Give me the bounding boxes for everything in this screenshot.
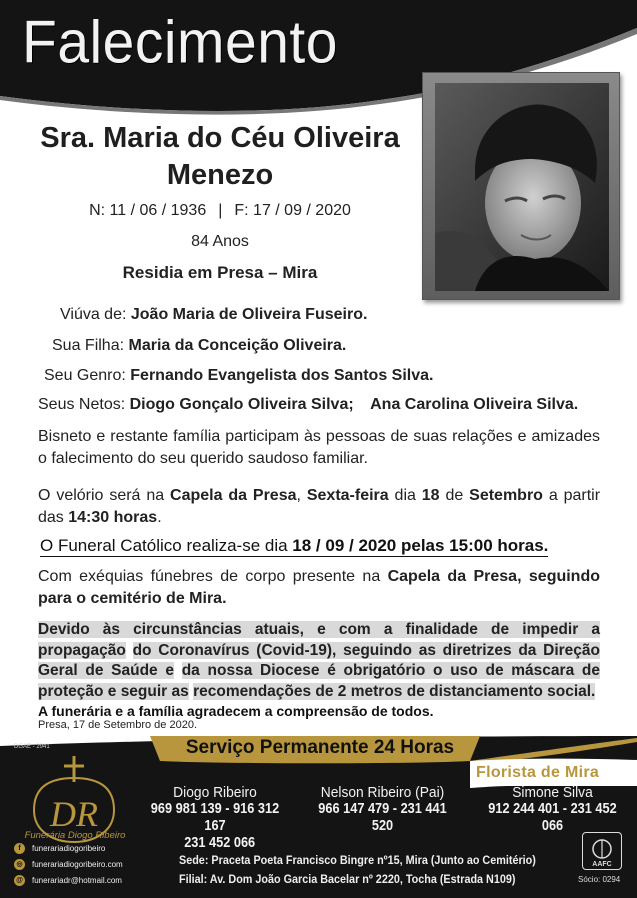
facebook-icon: f	[14, 843, 25, 854]
email-icon: @	[14, 875, 25, 886]
relative-son-in-law	[44, 367, 433, 385]
relative-value: João Maria de Oliveira Fuseiro.	[130, 306, 368, 323]
page-title: Falecimento	[22, 9, 338, 77]
portrait-photo	[435, 83, 609, 291]
social-instagram[interactable]	[14, 859, 123, 870]
instagram-icon: ◎	[14, 859, 25, 870]
relative-label: Sua Filha:	[52, 337, 125, 354]
relative-value: Diogo Gonçalo Oliveira Silva;	[129, 396, 354, 413]
family-text: Bisneto e restante família participam às pessoas de suas relações e amizades o falecimento do seu querido saudoso familiar.	[38, 428, 600, 467]
wake-t5: a partir das	[38, 487, 601, 526]
service-banner: Serviço Permanente 24 Horas	[185, 737, 455, 758]
wake-date: 18	[421, 487, 440, 504]
birth-date: N: 11 / 06 / 1936	[89, 202, 207, 219]
social-text: funerariadiogoribeiro.com	[32, 860, 123, 869]
notice-line4: recomendações de 2 metros de distanciamento social.	[193, 682, 596, 700]
address-sede: Sede: Praceta Poeta Francisco Bingre nº15, Mira (Junto ao Cemitério)	[179, 853, 536, 867]
address-filial: Filial: Av. Dom João Garcia Bacelar nº 2220, Tocha (Estrada N109)	[179, 872, 516, 886]
contact-nelson	[300, 784, 465, 835]
portrait-frame	[422, 72, 620, 300]
exequias-t1: Com exéquias fúnebres de corpo presente na	[38, 568, 388, 585]
relative-label: Seu Genro:	[44, 367, 126, 384]
wake-place: Capela da Presa	[170, 487, 297, 504]
notice-line3: da nossa Diocese é obrigatório o uso de máscara de proteção e seguir as	[38, 662, 600, 700]
deceased-name-line2: Menezo	[166, 159, 274, 191]
contact-phone[interactable]: 912 244 401 - 231 452 066	[488, 801, 617, 834]
contact-diogo	[140, 784, 290, 852]
deceased-name	[30, 120, 410, 194]
contact-phone-2[interactable]: 231 452 066	[184, 835, 256, 851]
relative-label: Viúva de:	[60, 306, 127, 323]
wake-time: 14:30 horas	[68, 509, 158, 526]
wake-t1: O velório será na	[38, 487, 171, 504]
wake-t4: de	[439, 487, 470, 504]
relative-value: Fernando Evangelista dos Santos Silva.	[130, 367, 434, 384]
place-date: Presa, 17 de Setembro de 2020.	[38, 719, 197, 731]
florista-title: Florista de Mira	[476, 764, 600, 781]
notice-line1: Devido às circunstâncias atuais, e com a finalidade de impedir a propagação	[38, 621, 600, 659]
relative-spouse	[60, 306, 367, 324]
social-text: funerariadiogoribeiro	[32, 844, 106, 853]
relative-value: Maria da Conceição Oliveira.	[128, 337, 347, 354]
wake-text	[38, 485, 600, 529]
deceased-name-line1: Sra. Maria do Céu Oliveira	[40, 122, 400, 154]
socio-number: Sócio: 0294	[578, 875, 621, 884]
date-separator: |	[218, 202, 223, 219]
logo-name: Funerária Diogo Ribeiro	[24, 830, 126, 841]
death-date: F: 17 / 09 / 2020	[234, 202, 351, 219]
social-facebook[interactable]	[14, 843, 105, 854]
wake-t2: ,	[296, 487, 307, 504]
funeral-t1: O Funeral Católico realiza-se dia	[40, 536, 293, 555]
exequias-place: Capela da Presa, seguindo para o cemitério de Mira.	[38, 568, 601, 607]
relative-daughter	[52, 337, 346, 355]
aafc-logo	[582, 832, 622, 870]
relative-value-2: Ana Carolina Oliveira Silva.	[370, 396, 579, 413]
age: 84 Anos	[191, 233, 249, 250]
wake-t3: dia	[388, 487, 422, 504]
dgae-code: DGAE - 2941	[14, 744, 50, 750]
contact-name: Nelson Ribeiro (Pai)	[320, 784, 445, 801]
contact-phone[interactable]: 966 147 479 - 231 441 520	[318, 801, 447, 834]
contact-name: Simone Silva	[512, 784, 593, 801]
logo-letters: DR	[50, 794, 98, 834]
exequias-text	[38, 566, 600, 610]
notice-line2: do Coronavírus (Covid-19), seguindo as diretrizes da Direção Geral de Saúde e	[38, 641, 600, 679]
wake-t6: .	[157, 509, 162, 526]
wake-month: Setembro	[469, 487, 543, 504]
thanks-text: A funerária e a família agradecem a compreensão de todos.	[38, 703, 434, 719]
funeral-datetime: 18 / 09 / 2020 pelas 15:00 horas.	[292, 536, 549, 555]
wake-day: Sexta-feira	[306, 487, 389, 504]
life-dates	[30, 202, 410, 220]
contact-phone[interactable]: 969 981 139 - 916 312 167	[150, 801, 280, 834]
social-text: funerariadr@hotmail.com	[32, 876, 122, 885]
footer	[0, 728, 637, 898]
contact-name: Diogo Ribeiro	[173, 784, 257, 801]
funeral-line	[40, 536, 600, 556]
covid-notice	[38, 620, 600, 702]
contact-simone	[470, 784, 635, 835]
social-email[interactable]	[14, 875, 122, 886]
residence: Residia em Presa – Mira	[122, 263, 318, 282]
aafc-text: AAFC	[592, 861, 612, 868]
relative-label: Seus Netos:	[38, 396, 126, 413]
relative-grandchildren	[38, 396, 578, 414]
